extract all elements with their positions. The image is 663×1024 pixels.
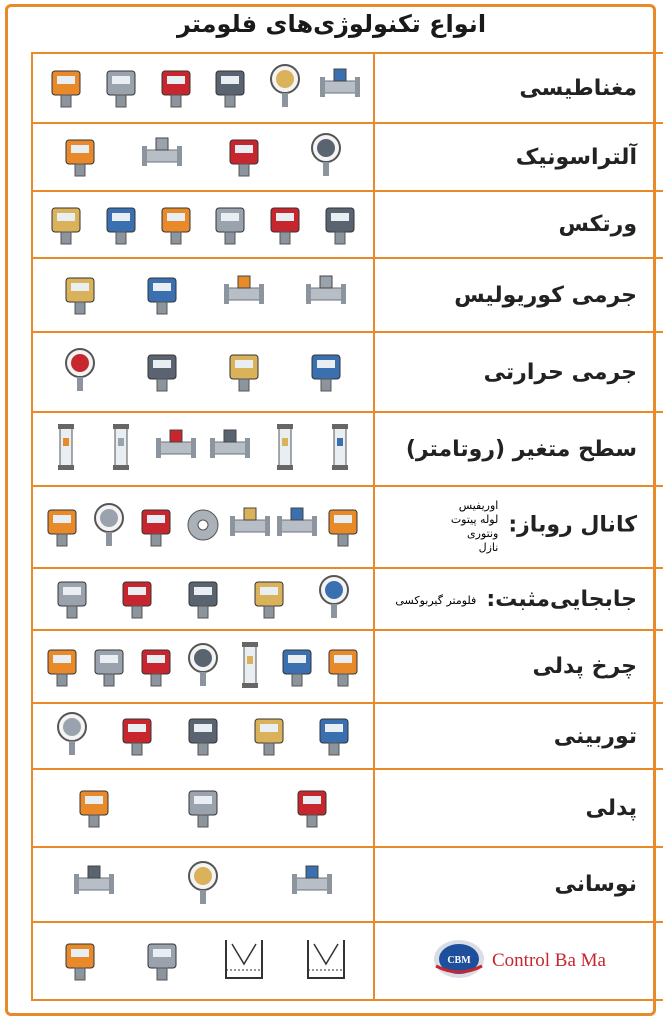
technology-label-cell (374, 53, 663, 123)
technology-sub-list (395, 594, 476, 608)
coriolis-flanged-icon (306, 268, 346, 322)
pipe-clamp-icon (142, 130, 182, 184)
technology-row (32, 486, 663, 568)
technology-label: چرخ پدلی (532, 654, 637, 679)
turbine-sensor-icon (117, 709, 157, 763)
clamp-on-ultrasonic-icon (60, 130, 100, 184)
device-images (32, 847, 374, 922)
device-images (32, 123, 374, 191)
technology-row (32, 630, 663, 703)
technology-label-cell (374, 486, 663, 568)
sight-glass-icon (230, 640, 270, 694)
thermal-inline-icon (306, 345, 346, 399)
technology-label: جابجایی‌مثبت: (486, 586, 637, 612)
panel-rotameter-icon (265, 422, 305, 476)
technology-row (32, 412, 663, 486)
paddle-wheel-icon (42, 640, 82, 694)
device-images (32, 258, 374, 332)
portable-ultrasonic-icon (224, 130, 264, 184)
coriolis-meter-icon (60, 268, 100, 322)
venturi-tube-icon (277, 500, 317, 554)
technology-label: جرمی حرارتی (483, 359, 637, 385)
thermal-probe-icon (142, 345, 182, 399)
device-images (32, 568, 374, 630)
technology-row (32, 769, 663, 847)
technology-label: پدلی (585, 795, 637, 821)
orifice-plate-icon (183, 500, 223, 554)
technology-label-cell (374, 847, 663, 922)
radar-level-sensor-icon (60, 934, 100, 988)
brand (375, 938, 663, 984)
coriolis-sensor-icon (142, 268, 182, 322)
technology-label: آلتراسونیک (515, 144, 637, 170)
device-images (32, 769, 374, 847)
technology-row (32, 191, 663, 258)
paddle-controller-icon (183, 781, 223, 835)
technology-label-cell (374, 191, 663, 258)
insertion-paddle-icon (136, 640, 176, 694)
technology-label: ورتکس (558, 212, 637, 237)
rotary-meter-icon (249, 572, 289, 626)
technology-label-cell (374, 703, 663, 769)
technology-row (32, 847, 663, 922)
probe-flowmeter-icon (156, 61, 196, 115)
brand-mark: CBM (447, 955, 471, 966)
oval-gear-meter-icon (52, 572, 92, 626)
brand-name: Control Ba Ma (492, 950, 606, 971)
technology-row (32, 123, 663, 191)
technology-sub-item: فلومتر گیربوکسی (395, 594, 477, 607)
display-meter-icon (314, 572, 354, 626)
metal-rotameter-icon (46, 422, 86, 476)
cable-sensor-icon (210, 61, 250, 115)
open-channel-weir-icon (224, 934, 264, 988)
vortex-meter-icon (101, 198, 141, 252)
tube-rotameter-icon (156, 422, 196, 476)
pitot-tube-icon (230, 500, 270, 554)
paddle-display-icon (183, 640, 223, 694)
device-images (32, 332, 374, 412)
flowmeter-technology-table (31, 52, 663, 1001)
dp-cell-icon (136, 500, 176, 554)
footer-row (32, 922, 663, 1000)
technology-label: جرمی کوریولیس (454, 282, 637, 308)
paddle-transmitter-icon (277, 640, 317, 694)
technology-row (32, 53, 663, 123)
ultrasonic-level-sensor-icon (142, 934, 182, 988)
technology-label-cell (374, 769, 663, 847)
tube-rotameter-icon (210, 422, 250, 476)
thermal-mass-meter-icon (60, 345, 100, 399)
vortex-meter-icon (156, 198, 196, 252)
footer-images (32, 922, 374, 1000)
vortex-body-icon (320, 198, 360, 252)
flow-transmitter-icon (101, 61, 141, 115)
technology-sub-item: ونتوری (467, 527, 499, 540)
device-images (32, 703, 374, 769)
technology-sub-item: نازل (478, 541, 499, 554)
technology-sub-list (451, 499, 499, 555)
device-images (32, 191, 374, 258)
screw-meter-icon (117, 572, 157, 626)
technology-sub-item: اوریفیس (458, 499, 499, 512)
technology-label: توربینی (553, 723, 637, 749)
mini-turbine-icon (314, 709, 354, 763)
technology-label: کانال روباز: (508, 512, 637, 538)
nozzle-icon (323, 500, 363, 554)
technology-label-cell (374, 412, 663, 486)
gear-meter-icon (183, 572, 223, 626)
small-rotameter-icon (320, 422, 360, 476)
technology-row (32, 703, 663, 769)
page-title: انواع تکنولوژی‌های فلومتر (176, 10, 487, 38)
device-images (32, 486, 374, 568)
technology-label: نوسانی (554, 872, 637, 897)
brass-paddle-icon (89, 640, 129, 694)
turbine-body-icon (249, 709, 289, 763)
flanged-magmeter-icon (320, 61, 360, 115)
technology-label-cell (374, 258, 663, 332)
vortex-body-icon (265, 198, 305, 252)
brand-cell (374, 922, 663, 1000)
device-images (32, 412, 374, 486)
technology-label-cell (374, 568, 663, 630)
open-channel-flume-icon (306, 934, 346, 988)
technology-label: سطح متغیر (روتامتر) (405, 436, 637, 462)
magnetic-flowmeter-icon (46, 61, 86, 115)
oscillating-display-icon (183, 858, 223, 912)
technology-label-cell (374, 630, 663, 703)
paddle-switch-icon (323, 640, 363, 694)
handheld-display-icon (306, 130, 346, 184)
oscillating-spool-icon (292, 858, 332, 912)
technology-label-cell (374, 332, 663, 412)
coriolis-tube-icon (224, 268, 264, 322)
pressure-gauge-icon (89, 500, 129, 554)
device-images (32, 53, 374, 123)
oscillating-flanged-icon (74, 858, 114, 912)
cbm-logo-icon (432, 938, 486, 984)
paddle-meter-ring-icon (292, 781, 332, 835)
insertion-turbine-icon (183, 709, 223, 763)
technology-label: مغناطیسی (519, 75, 637, 101)
technology-row (32, 332, 663, 412)
technology-label-cell (374, 123, 663, 191)
dp-transmitter-icon (42, 500, 82, 554)
technology-sub-item: لوله پیتوت (450, 513, 499, 526)
glass-rotameter-icon (101, 422, 141, 476)
inline-display-flowmeter-icon (265, 61, 305, 115)
brass-paddle-body-icon (74, 781, 114, 835)
vortex-body-icon (210, 198, 250, 252)
device-images (32, 630, 374, 703)
vortex-meter-icon (46, 198, 86, 252)
technology-row (32, 568, 663, 630)
thermal-cable-sensor-icon (224, 345, 264, 399)
technology-row (32, 258, 663, 332)
turbine-display-icon (52, 709, 92, 763)
